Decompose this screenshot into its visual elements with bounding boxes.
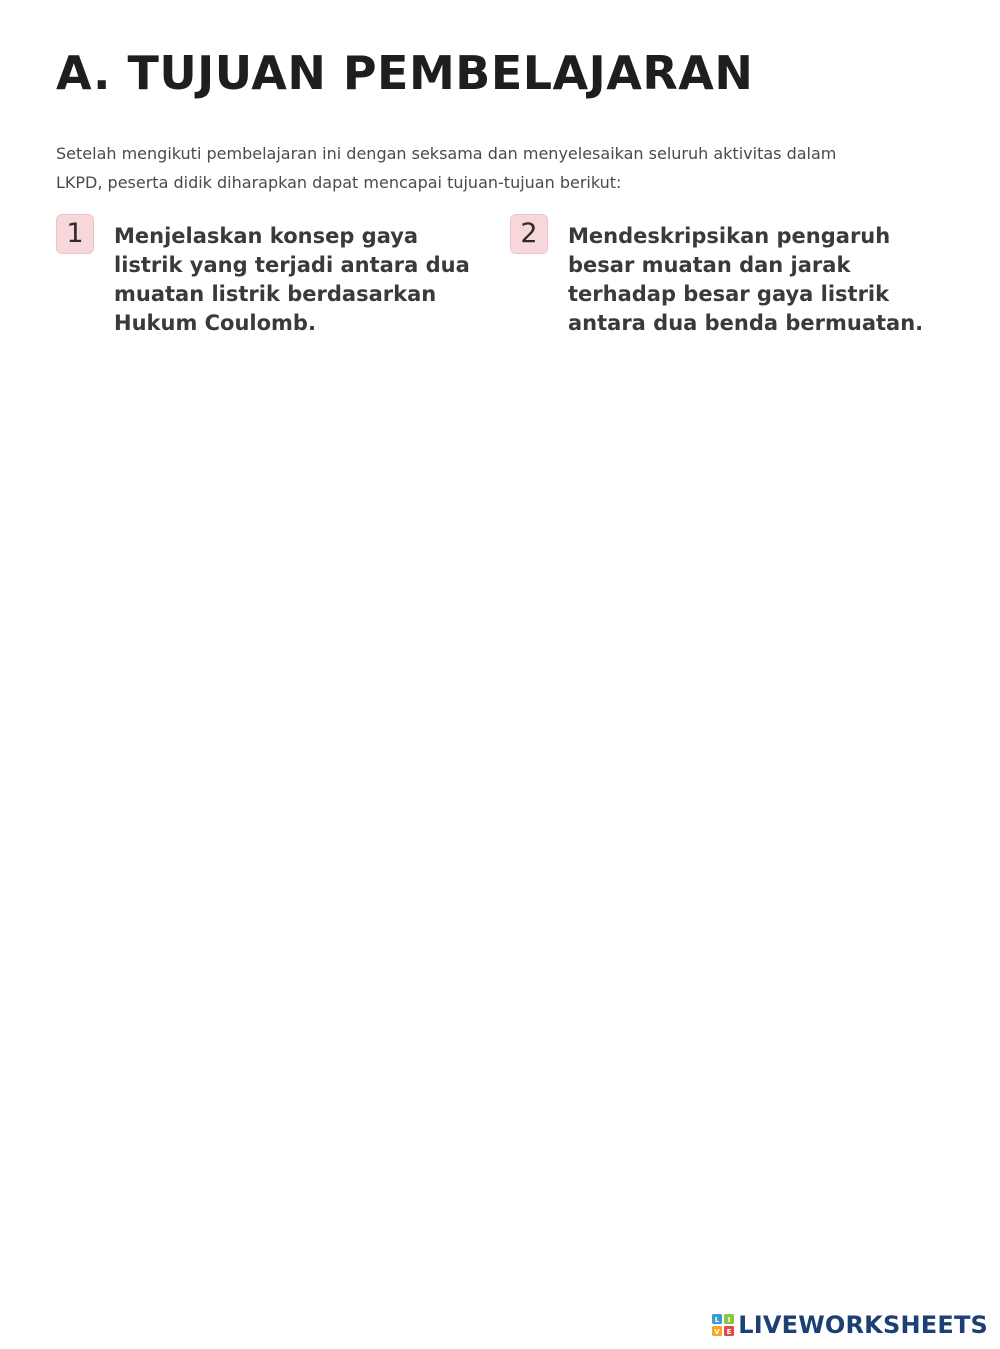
objective-number-badge: 2 (510, 214, 548, 254)
brand-name: LIVEWORKSHEETS (738, 1311, 988, 1339)
objective-number-badge: 1 (56, 214, 94, 254)
objective-text (568, 222, 948, 338)
objective-text-line: muatan listrik berdasarkan (114, 282, 437, 306)
objective-text-line: Menjelaskan konsep gaya (114, 224, 419, 248)
svg-text:I: I (727, 1316, 731, 1324)
liveworksheets-logo-icon (712, 1314, 734, 1336)
svg-text:V: V (714, 1328, 720, 1336)
intro-paragraph (56, 139, 936, 197)
objective-text-line: antara dua benda bermuatan. (568, 311, 924, 335)
objective-text-line: listrik yang terjadi antara dua (114, 253, 470, 277)
intro-line: LKPD, peserta didik diharapkan dapat mencapai tujuan-tujuan berikut: (56, 173, 622, 192)
objective-text-line: Hukum Coulomb. (114, 311, 316, 335)
svg-text:E: E (726, 1328, 732, 1336)
page-title: A. TUJUAN PEMBELAJARAN (56, 46, 754, 100)
objective-text-line: terhadap besar gaya listrik (568, 282, 890, 306)
liveworksheets-brand[interactable] (712, 1311, 988, 1339)
intro-line: Setelah mengikuti pembelajaran ini dengan seksama dan menyelesaikan seluruh aktivitas dalam (56, 144, 837, 163)
svg-text:L: L (715, 1316, 720, 1324)
objectives-list (56, 214, 956, 354)
objective-text-line: Mendeskripsikan pengaruh (568, 224, 891, 248)
objective-text-line: besar muatan dan jarak (568, 253, 851, 277)
objective-text (114, 222, 494, 338)
